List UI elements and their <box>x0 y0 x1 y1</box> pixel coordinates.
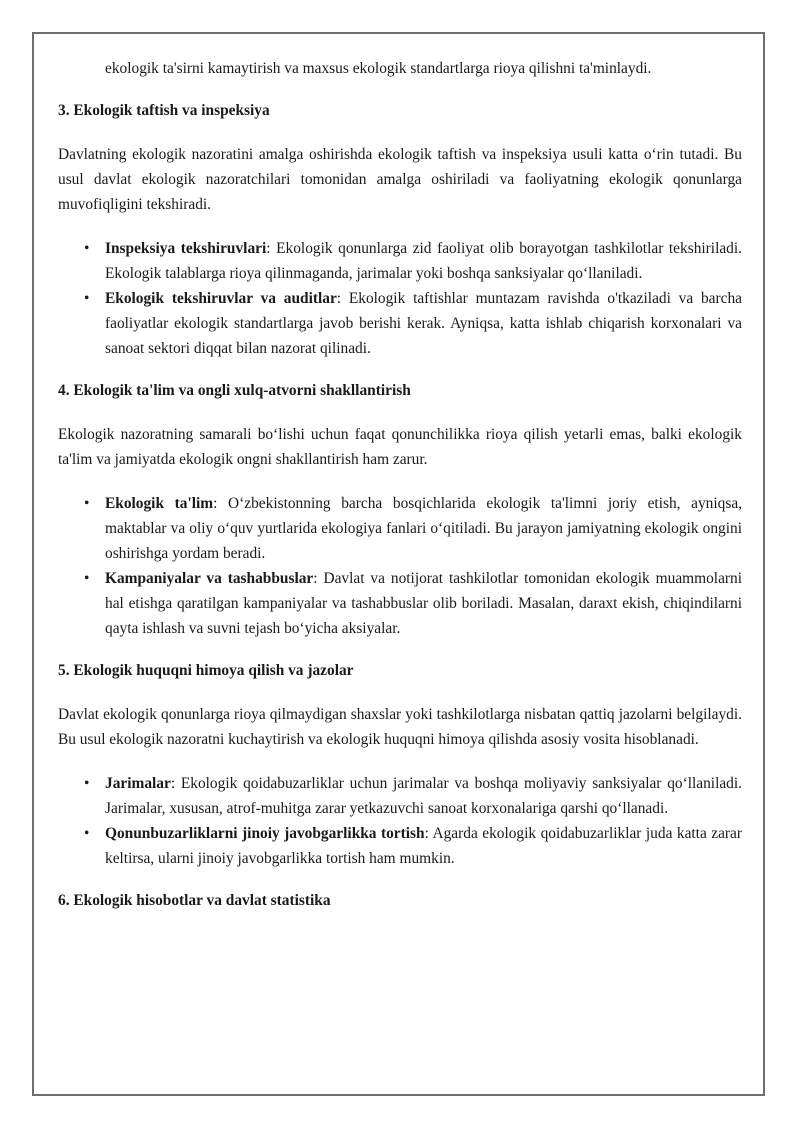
section-4-bullets <box>58 491 742 641</box>
bullet-term: Ekologik tekshiruvlar va auditlar <box>105 290 337 307</box>
bullet-term: Inspeksiya tekshiruvlari <box>105 240 267 257</box>
intro-continuation: ekologik ta'sirni kamaytirish va maxsus ekologik standartlarga rioya qilishni ta'minlaydi. <box>105 60 652 77</box>
bullet-text: : Ekologik taftishlar muntazam ravishda o'tkaziladi va barcha faoliyatlar ekologik standartlarga javob berishi kerak. Ayniqsa, katta ishlab chiqarish korxonalari va sanoat sektori diqqat bilan nazorat qilinadi. <box>105 290 742 357</box>
bullet-text: : Davlat va notijorat tashkilotlar tomonidan ekologik muammolarni hal etishga qaratilgan kampaniyalar va tashabbuslar olib boriladi. Masalan, daraxt ekish, chiqindilarni qayta ishlash va suvni tejash bo‘yicha aksiyalar. <box>105 570 742 637</box>
section-3-paragraph: Davlatning ekologik nazoratini amalga oshirishda ekologik taftish va inspeksiya usuli katta o‘rin tutadi. Bu usul davlat ekologik nazoratchilari tomonidan amalga oshiriladi va faoliyatning ekologik qonunlarga muvofiqligini tekshiradi. <box>58 146 742 213</box>
section-3-bullets <box>58 236 742 361</box>
bullet-icon: • <box>84 290 90 307</box>
list-item <box>58 771 742 821</box>
bullet-term: Jarimalar <box>105 775 171 792</box>
section-heading-4: 4. Ekologik ta'lim va ongli xulq-atvorni shakllantirish <box>58 382 411 399</box>
bullet-term: Kampaniyalar va tashabbuslar <box>105 570 314 587</box>
bullet-text: : Agarda ekologik qoidabuzarliklar juda katta zarar keltirsa, ularni jinoiy javobgarlikka tortish ham mumkin. <box>105 825 742 867</box>
section-heading-5: 5. Ekologik huquqni himoya qilish va jazolar <box>58 662 354 679</box>
list-item <box>58 286 742 361</box>
bullet-text: : O‘zbekistonning barcha bosqichlarida ekologik ta'limni joriy etish, ayniqsa, maktablar va oliy o‘quv yurtlarida ekologiya fanlari o‘qitiladi. Bu jarayon jamiyatning ekologik ongini oshirishga yordam beradi. <box>105 495 742 562</box>
section-heading-3: 3. Ekologik taftish va inspeksiya <box>58 102 270 119</box>
section-5-bullets <box>58 771 742 871</box>
bullet-icon: • <box>84 775 90 792</box>
bullet-text: : Ekologik qoidabuzarliklar uchun jarimalar va boshqa moliyaviy sanksiyalar qo‘llaniladi. Jarimalar, xususan, atrof-muhitga zarar yetkazuvchi sanoat korxonalariga qarshi qo‘llanadi. <box>105 775 742 817</box>
bullet-term: Qonunbuzarliklarni jinoiy javobgarlikka tortish <box>105 825 425 842</box>
bullet-icon: • <box>84 495 90 512</box>
section-heading-6: 6. Ekologik hisobotlar va davlat statistika <box>58 892 331 909</box>
bullet-text: : Ekologik qonunlarga zid faoliyat olib borayotgan tashkilotlar tekshiriladi. Ekologik talablarga rioya qilinmaganda, jarimalar yoki boshqa sanksiyalar qo‘llaniladi. <box>105 240 743 282</box>
section-5-paragraph: Davlat ekologik qonunlarga rioya qilmaydigan shaxslar yoki tashkilotlarga nisbatan qattiq jazolarni belgilaydi. Bu usul ekologik nazoratni kuchaytirish va ekologik huquqni himoya qilishda asosiy vosita hisoblanadi. <box>58 706 742 748</box>
bullet-icon: • <box>84 825 90 842</box>
bullet-icon: • <box>84 570 90 587</box>
bullet-icon: • <box>84 240 90 257</box>
section-4-paragraph: Ekologik nazoratning samarali bo‘lishi uchun faqat qonunchilikka rioya qilish yetarli emas, balki ekologik ta'lim va jamiyatda ekologik ongni shakllantirish ham zarur. <box>58 426 742 468</box>
list-item <box>58 491 742 566</box>
bullet-term: Ekologik ta'lim <box>105 495 214 512</box>
list-item <box>58 566 742 641</box>
list-item <box>58 236 742 286</box>
list-item <box>58 821 742 871</box>
document-body <box>58 56 742 913</box>
